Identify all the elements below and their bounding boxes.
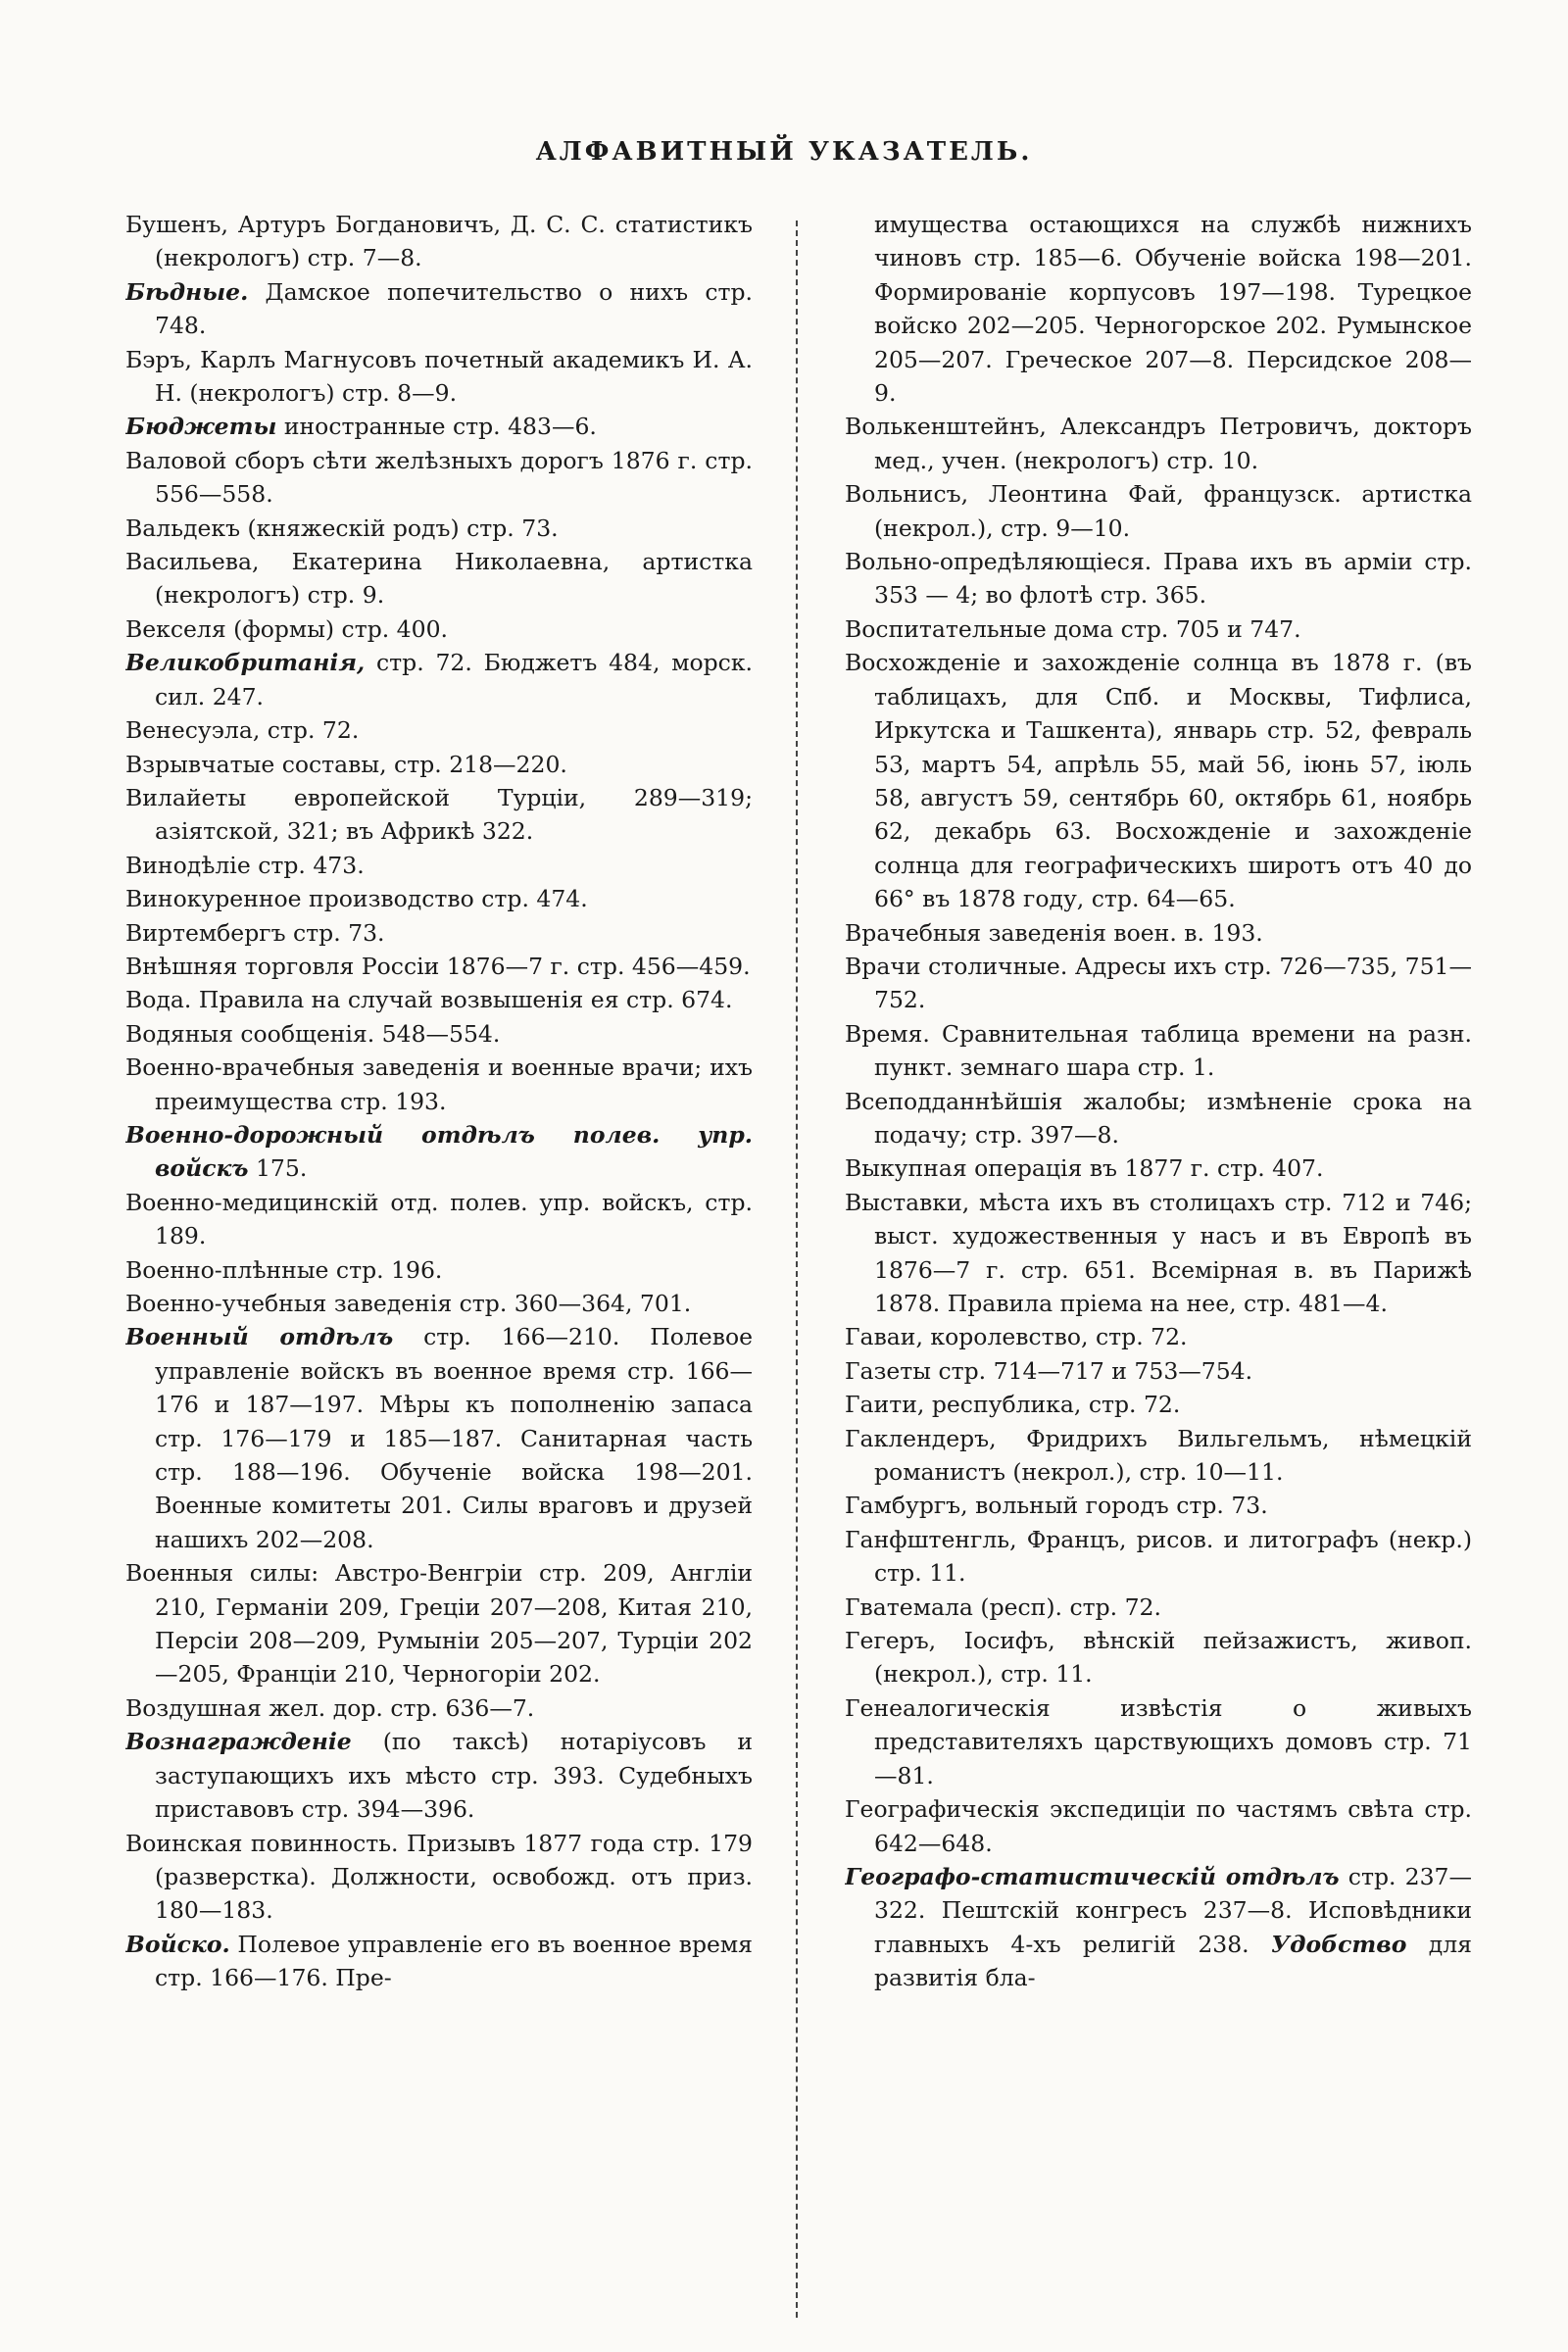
index-entry-text: Вольно-опредѣляющіеся. Права ихъ въ арміи стр. 353 — 4; во флотѣ стр. 365. xyxy=(845,548,1472,610)
index-entry xyxy=(125,343,753,411)
index-entry xyxy=(125,612,753,646)
index-entry xyxy=(125,1725,753,1826)
index-entry-text: Военно-учебныя заведенія стр. 360—364, 701. xyxy=(125,1290,692,1317)
index-entry xyxy=(125,545,753,612)
index-entry xyxy=(845,950,1472,1017)
index-entry-text: Военно-плѣнные стр. 196. xyxy=(125,1255,443,1284)
index-entry xyxy=(125,1051,753,1118)
index-entry xyxy=(125,646,753,713)
index-entry xyxy=(845,1792,1472,1860)
index-entry-text: Валовой сборъ сѣти желѣзныхъ дорогъ 1876 г. стр. 556—558. xyxy=(125,446,753,509)
index-entry-text: иностранные стр. 483—6. xyxy=(276,413,597,441)
index-entry xyxy=(125,1691,753,1725)
index-entry-text: Венесуэла, стр. 72. xyxy=(125,716,360,745)
index-entry xyxy=(125,512,753,545)
index-entry-text: Воинская повинность. Призывъ 1877 года стр. 179 (разверстка). Должности, освобожд. отъ приз. 180—183. xyxy=(125,1829,753,1925)
index-entry xyxy=(125,849,753,882)
index-entry-text: 175. xyxy=(248,1154,308,1183)
index-entry xyxy=(845,1591,1472,1624)
index-entry-text: Полевое управленіе его въ военное время стр. 166—176. Пре- xyxy=(155,1930,753,1992)
index-entry xyxy=(845,477,1472,545)
index-entry-text: Вальдекъ (княжескій родъ) стр. 73. xyxy=(125,514,559,542)
index-entry xyxy=(845,1320,1472,1353)
index-entry xyxy=(125,1320,753,1556)
index-entry-text: Бушенъ, Артуръ Богдановичъ, Д. С. С. статистикъ (некрологъ) стр. 7—8. xyxy=(125,211,753,272)
index-entry-text: Взрывчатые составы, стр. 218—220. xyxy=(125,750,567,778)
index-entry-term: Бѣдные. xyxy=(125,277,249,306)
index-entry xyxy=(125,1253,753,1287)
index-entry xyxy=(845,1017,1472,1085)
index-entry xyxy=(845,916,1472,950)
index-entry-text: Гегеръ, Іосифъ, вѣнскій пейзажистъ, живоп. (некрол.), стр. 11. xyxy=(845,1627,1472,1689)
index-column-right xyxy=(845,208,1472,2315)
index-entry-text: Вольнисъ, Леонтина Фай, французск. артистка (некрол.), стр. 9—10. xyxy=(845,480,1472,542)
index-entry xyxy=(125,208,753,275)
index-entry xyxy=(845,1388,1472,1421)
index-entry-text: имущества остающихся на службѣ нижнихъ чиновъ стр. 185—6. Обученіе войска 198—201. Формированіе корпусовъ 197—198. Турецкое войско 202—205. Черногорское 202. Румынское 205—207. Греческое 207—8. Персидское 208—9. xyxy=(874,211,1472,408)
index-entry-text: Выкупная операція въ 1877 г. стр. 407. xyxy=(845,1154,1324,1183)
index-entry-text: Гаваи, королевство, стр. 72. xyxy=(845,1323,1188,1351)
index-entry-term: Войско. xyxy=(125,1930,230,1958)
index-entry-text: Генеалогическія извѣстія о живыхъ представителяхъ царствующихъ домовъ стр. 71—81. xyxy=(845,1693,1472,1789)
index-entry-text: Врачебныя заведенія воен. в. 193. xyxy=(845,918,1263,947)
index-entry xyxy=(125,882,753,915)
index-entry-text: Гаити, республика, стр. 72. xyxy=(845,1391,1181,1419)
index-entry-text: Гаклендеръ, Фридрихъ Вильгельмъ, нѣмецкій романистъ (некрол.), стр. 10—11. xyxy=(845,1424,1472,1487)
index-entry xyxy=(125,950,753,983)
index-entry xyxy=(125,748,753,781)
index-entry xyxy=(125,410,753,443)
index-entry-text: Военно-врачебныя заведенія и военные врачи; ихъ преимущества стр. 193. xyxy=(125,1054,753,1115)
index-entry-text: Волькенштейнъ, Александръ Петровичъ, докторъ мед., учен. (некрологъ) стр. 10. xyxy=(845,413,1472,474)
index-entry xyxy=(845,1523,1472,1591)
index-entry-term: Географо-статистическій отдѣлъ xyxy=(845,1862,1340,1890)
index-entry-term: Вознагражденіе xyxy=(125,1728,352,1756)
index-entry-text: Географическія экспедиціи по частямъ свѣта стр. 642—648. xyxy=(845,1795,1472,1857)
index-entry-term: Бюджеты xyxy=(125,413,277,441)
index-entry-text: стр. 166—210. Полевое управленіе войскъ въ военное время стр. 166—176 и 187—197. Мѣры къ пополненію запаса стр. 176—179 и 185—187. Санитарная часть стр. 188—196. Обученіе войска 198—201. Военные комитеты 201. Силы враговъ и друзей нашихъ 202—208. xyxy=(155,1323,753,1553)
index-entry-text: Военно-медицинскій отд. полев. упр. войскъ, стр. 189. xyxy=(125,1188,753,1250)
index-entry xyxy=(845,1860,1472,1995)
index-entry-text: Время. Сравнительная таблица времени на разн. пункт. земнаго шара стр. 1. xyxy=(845,1019,1472,1082)
index-entry-text: Ганфштенгль, Францъ, рисов. и литографъ (некр.) стр. 11. xyxy=(845,1525,1472,1588)
index-entry-term: Великобританія, xyxy=(125,649,366,677)
column-divider xyxy=(796,220,798,2318)
index-entry-text: для развитія бла- xyxy=(874,1930,1472,1992)
index-entry-text: Бэръ, Карлъ Магнусовъ почетный академикъ И. А. Н. (некрологъ) стр. 8—9. xyxy=(125,345,753,408)
index-entry-text: Виртембергъ стр. 73. xyxy=(125,918,385,947)
index-entry-text: Винокуренное производство стр. 474. xyxy=(125,885,588,913)
index-entry xyxy=(845,1691,1472,1792)
index-entry-text: Воздушная жел. дор. стр. 636—7. xyxy=(125,1693,535,1722)
index-column-left xyxy=(125,208,753,2315)
index-entry xyxy=(845,1422,1472,1490)
index-entry-text: Вода. Правила на случай возвышенія ея стр. 674. xyxy=(125,986,733,1014)
index-entry-term: Удобство xyxy=(1271,1930,1407,1958)
index-entry xyxy=(125,1017,753,1051)
index-entry-text: стр. 72. Бюджетъ 484, морск. сил. 247. xyxy=(155,649,753,710)
index-entry-text: (по таксѣ) нотаріусовъ и заступающихъ ихъ мѣсто стр. 393. Судебныхъ приставовъ стр. 394—396. xyxy=(155,1728,753,1824)
index-entry xyxy=(125,1287,753,1320)
index-entry-text: Дамское попечительство о нихъ стр. 748. xyxy=(155,277,753,340)
index-entry-text: Водяныя сообщенія. 548—554. xyxy=(125,1019,501,1048)
index-entry-text: Векселя (формы) стр. 400. xyxy=(125,614,448,643)
index-entry xyxy=(125,1827,753,1928)
index-entry xyxy=(125,1556,753,1691)
index-entry xyxy=(845,1489,1472,1522)
index-entry-text: Газеты стр. 714—717 и 753—754. xyxy=(845,1356,1253,1385)
index-entry xyxy=(125,1928,753,1995)
index-entry-text: Внѣшняя торговля Россіи 1876—7 г. стр. 456—459. xyxy=(125,952,751,980)
index-entry xyxy=(845,1186,1472,1321)
index-entry xyxy=(845,1085,1472,1152)
index-entry-text: Гамбургъ, вольный городъ стр. 73. xyxy=(845,1492,1268,1520)
index-entry xyxy=(125,1186,753,1253)
index-entry xyxy=(125,444,753,512)
index-entry-text: Гватемала (респ). стр. 72. xyxy=(845,1592,1161,1621)
index-entry-text: Воспитательные дома стр. 705 и 747. xyxy=(845,614,1301,643)
index-entry xyxy=(845,208,1472,410)
index-entry xyxy=(845,1624,1472,1691)
index-entry-text: стр. 237—322. Пештскій конгресъ 237—8. Исповѣдники главныхъ 4-хъ религій 238. xyxy=(874,1862,1472,1958)
index-entry xyxy=(125,275,753,343)
index-entry-text: Вилайеты европейской Турціи, 289—319; азіятской, 321; въ Африкѣ 322. xyxy=(125,783,753,846)
index-entry-text: Врачи столичные. Адресы ихъ стр. 726—735, 751—752. xyxy=(845,952,1472,1014)
index-entry-text: Васильева, Екатерина Николаевна, артистка (некрологъ) стр. 9. xyxy=(125,548,753,610)
index-entry xyxy=(845,545,1472,612)
page-title: АЛФАВИТНЫЙ УКАЗАТЕЛЬ. xyxy=(535,137,1033,167)
index-entry xyxy=(845,1152,1472,1185)
index-entry-text: Выставки, мѣста ихъ въ столицахъ стр. 712 и 746; выст. художественныя у насъ и въ Европѣ въ 1876—7 г. стр. 651. Всемірная в. въ Парижѣ 1878. Правила пріема на нее, стр. 481—4. xyxy=(845,1188,1472,1317)
index-entry xyxy=(845,410,1472,477)
index-entry xyxy=(845,1354,1472,1388)
index-entry xyxy=(125,916,753,950)
index-entry xyxy=(845,646,1472,915)
index-entry xyxy=(125,781,753,849)
index-entry-term: Военно-дорожный отдѣлъ полев. упр. войскъ xyxy=(125,1120,753,1183)
index-entry-term: Военный отдѣлъ xyxy=(125,1323,394,1351)
index-entry xyxy=(125,713,753,747)
index-entry-text: Военныя силы: Австро-Венгріи стр. 209, Англіи 210, Германіи 209, Греціи 207—208, Китая 210, Персіи 208—209, Румыніи 205—207, Турціи 202—205, Франціи 210, Черногоріи 202. xyxy=(125,1559,753,1689)
index-entry xyxy=(125,1118,753,1186)
index-entry xyxy=(125,983,753,1016)
index-entry-text: Всеподданнѣйшія жалобы; измѣненіе срока на подачу; стр. 397—8. xyxy=(845,1087,1472,1149)
index-entry xyxy=(845,612,1472,646)
index-entry-text: Винодѣліе стр. 473. xyxy=(125,851,365,879)
index-entry-text: Восхожденіе и захожденіе солнца въ 1878 г. (въ таблицахъ, для Спб. и Москвы, Тифлиса, Иркутска и Ташкента), январь стр. 52, февраль 53, мартъ 54, апрѣль 55, май 56, іюнь 57, іюль 58, августъ 59, сентябрь 60, октябрь 61, ноябрь 62, декабрь 63. Восхожденіе и захожденіе солнца для географическихъ широтъ отъ 40 до 66° въ 1878 году, стр. 64—65. xyxy=(845,649,1472,913)
